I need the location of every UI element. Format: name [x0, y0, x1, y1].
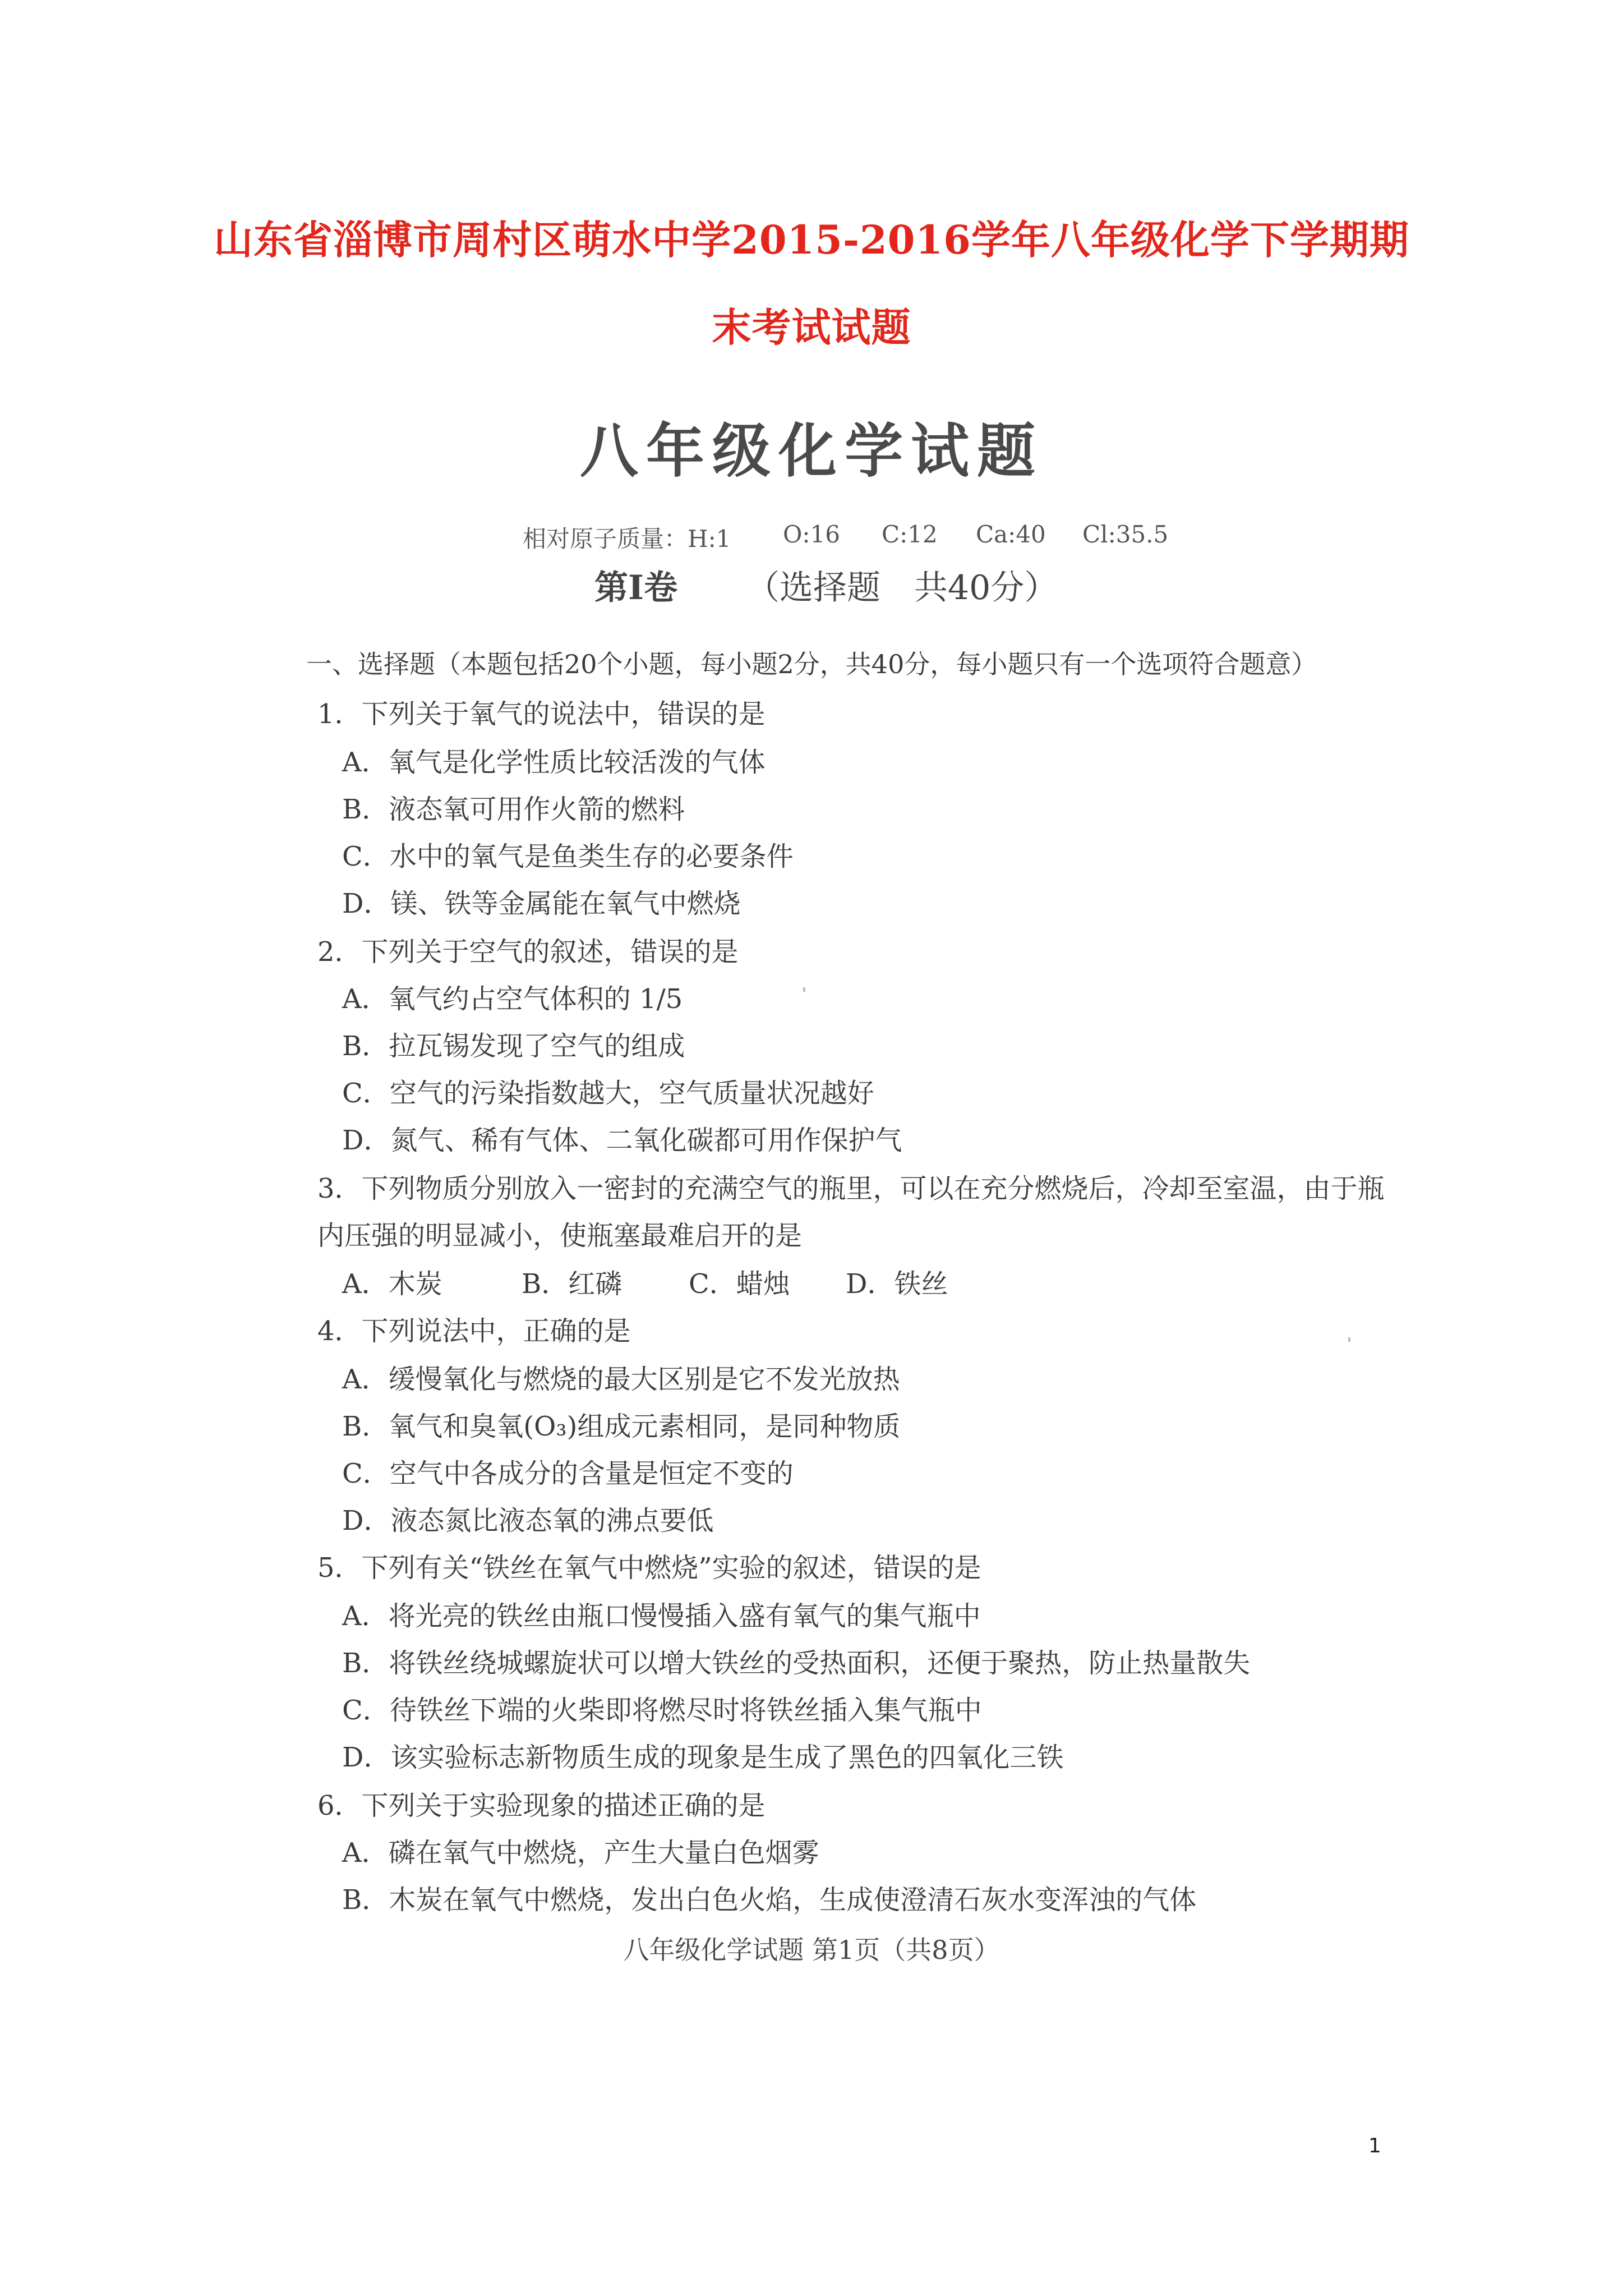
question-stem-continued: 内压强的明显减小，使瓶塞最难启开的是: [317, 1220, 803, 1251]
page-number: 1: [1368, 2134, 1381, 2157]
inline-option: C．蜡烛: [689, 1268, 790, 1300]
page-footer: 八年级化学试题 第1页（共8页）: [623, 1935, 1000, 1965]
option: A．氧气是化学性质比较活泼的气体: [342, 747, 766, 778]
option: B．将铁丝绕城螺旋状可以增大铁丝的受热面积，还便于聚热，防止热量散失: [342, 1648, 1251, 1679]
atomic-mass-c: C:12: [882, 521, 938, 548]
option: C．空气的污染指数越大，空气质量状况越好: [342, 1078, 874, 1109]
document-title-line2: 末考试试题: [712, 304, 911, 351]
scan-speck: [1348, 1337, 1350, 1342]
volume-heading: 第Ⅰ卷: [594, 568, 678, 608]
option: D．镁、铁等金属能在氧气中燃烧: [342, 888, 741, 919]
paper-title: 八年级化学试题: [579, 416, 1043, 485]
option: A．缓慢氧化与燃烧的最大区别是它不发光放热: [342, 1364, 900, 1395]
option: C．空气中各成分的含量是恒定不变的: [342, 1458, 794, 1489]
inline-option: B．红磷: [522, 1268, 623, 1300]
option: A．氧气约占空气体积的 1/5: [342, 983, 683, 1015]
question-stem: 3．下列物质分别放入一密封的充满空气的瓶里，可以在充分燃烧后，冷却至室温，由于瓶: [317, 1173, 1385, 1204]
question-stem: 6．下列关于实验现象的描述正确的是: [317, 1790, 766, 1821]
option: A．将光亮的铁丝由瓶口慢慢插入盛有氧气的集气瓶中: [342, 1600, 981, 1632]
option: D．液态氮比液态氧的沸点要低: [342, 1505, 714, 1536]
option: C．水中的氧气是鱼类生存的必要条件: [342, 841, 794, 872]
question-stem: 2．下列关于空气的叙述，错误的是: [317, 936, 739, 968]
option: A．磷在氧气中燃烧，产生大量白色烟雾: [342, 1837, 819, 1869]
atomic-mass-ca: Ca:40: [976, 521, 1046, 548]
section-instruction: 一、选择题（本题包括20个小题，每小题2分，共40分，每小题只有一个选项符合题意）: [306, 649, 1317, 679]
scan-speck: [803, 987, 805, 992]
volume-subheading: （选择题 共40分）: [746, 568, 1058, 608]
atomic-mass-cl: Cl:35.5: [1082, 521, 1169, 548]
inline-option: A．木炭: [342, 1268, 442, 1300]
question-stem: 5．下列有关“铁丝在氧气中燃烧”实验的叙述，错误的是: [317, 1552, 981, 1584]
option: B．氧气和臭氧(O₃)组成元素相同，是同种物质: [342, 1411, 901, 1442]
question-stem: 1．下列关于氧气的说法中，错误的是: [317, 698, 766, 730]
option: B．液态氧可用作火箭的燃料: [342, 794, 685, 825]
option: C．待铁丝下端的火柴即将燃尽时将铁丝插入集气瓶中: [342, 1695, 982, 1726]
option: B．木炭在氧气中燃烧，发出白色火焰，生成使澄清石灰水变浑浊的气体: [342, 1884, 1197, 1916]
document-title-line1: 山东省淄博市周村区萌水中学2015-2016学年八年级化学下学期期: [214, 217, 1409, 263]
option: D．该实验标志新物质生成的现象是生成了黑色的四氧化三铁: [342, 1742, 1064, 1773]
inline-option: D．铁丝: [846, 1268, 948, 1300]
option: B．拉瓦锡发现了空气的组成: [342, 1030, 685, 1062]
option: D．氮气、稀有气体、二氧化碳都可用作保护气: [342, 1125, 902, 1156]
atomic-mass-o: O:16: [783, 521, 841, 548]
atomic-mass-label: 相对原子质量：H:1: [523, 525, 731, 553]
question-stem: 4．下列说法中，正确的是: [317, 1315, 631, 1347]
